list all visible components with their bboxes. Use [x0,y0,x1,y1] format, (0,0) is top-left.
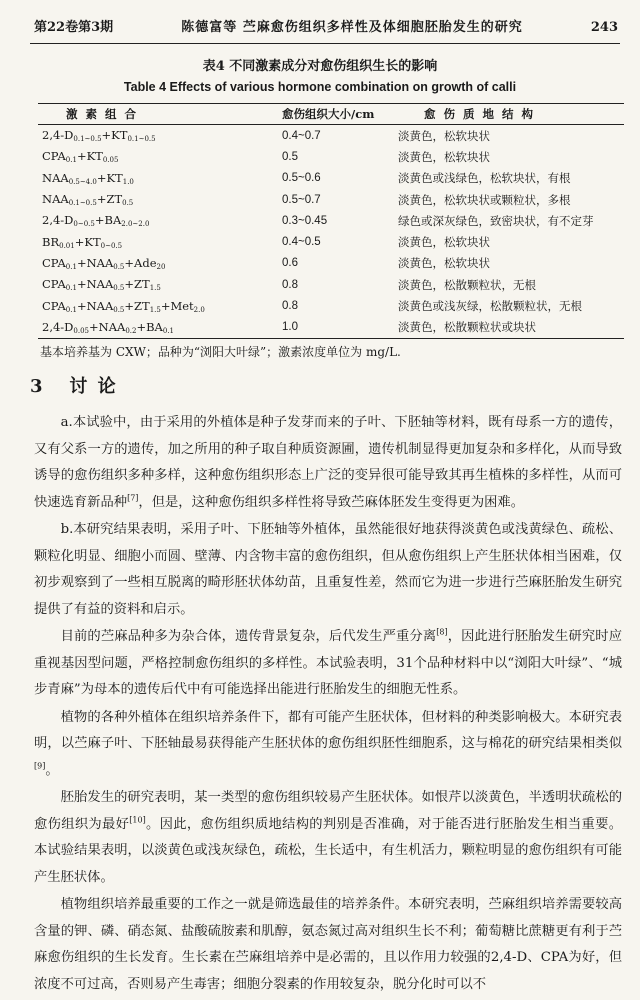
cell-hormone: $BR_{0.01}+KT_{0\sim 0.5}$ [42,234,123,250]
table-row [38,295,624,316]
cell-size: 0.8 [282,300,298,313]
cell-hormone: $2,4-D_{0.1\sim 0.5}+KT_{0.1\sim 0.5}$ [42,128,156,144]
table-caption-cn: 表4 不同激素成分对愈伤组织生长的影响 [202,59,438,74]
table-row [38,146,624,167]
table-row [38,253,624,274]
journal-issue: 第22卷第3期 [34,20,114,35]
cell-texture: 淡黄色，松软块状 [398,256,490,271]
cell-size: 0.5 [282,150,298,163]
table-row [38,274,624,295]
cell-hormone: $2,4-D_{0.05}+NAA_{0.2}+BA_{0.1}$ [38,317,278,339]
paragraph-explant: 植物的各种外植体在组织培养条件下，都有可能产生胚状体，但材料的种类影响极大。本研究表明，以苎麻子叶、下胚轴最易获得能产生胚状体的愈伤组织胚性细胞系，这与棉花的研究结果相类似[9]。 [34,709,622,778]
cell-texture: 淡黄色，松软块状 [398,235,490,250]
cell-texture: 淡黄色，松软块状 [398,149,490,164]
table-row [38,189,624,210]
discussion-body [34,410,622,998]
cell-texture: 淡黄色或浅灰绿，松散颗粒状，无根 [398,299,582,314]
cell-texture: 绿色或深灰绿色，致密块状，有不定芽 [398,213,594,228]
page-number: 243 [590,20,618,35]
cell-size: 0.8 [282,278,298,291]
paragraph-b: b.本研究结果表明，采用子叶、下胚轴等外植体，虽然能很好地获得淡黄色或浅黄绿色、疏松、颗粒化明显、细胞小而圆、壁薄、内含物丰富的愈伤组织，但从愈伤组织上产生胚状体相当困难，仅初步观察到了一些相互脱离的畸形胚状体幼苗，且重复性差，然而它为进一步进行苎麻胚胎发生研究提供了有益的资料和启示。 [34,522,622,617]
table-row [38,317,624,339]
cell-hormone: $CPA_{0.1}+NAA_{0.5}+ZT_{1.5}+Met_{2.0}$ [42,298,205,314]
col-header-size: 愈伤组织大小/cm [278,104,394,125]
cell-texture: 淡黄色，松散颗粒状或块状 [394,317,624,339]
running-title: 陈德富等 苎麻愈伤组织多样性及体细胞胚胎发生的研究 [181,20,523,35]
cell-texture: 淡黄色，松散颗粒状，无根 [398,277,536,292]
running-header [34,16,618,42]
table-row [38,231,624,252]
section-title: 讨 论 [69,376,118,397]
table-row [38,210,624,231]
citation-ref[interactable]: [8] [436,627,448,637]
cell-size: 0.4~0.7 [282,129,321,142]
section-number: 3 [30,376,45,397]
cell-hormone: $NAA_{0.1\sim 0.5}+ZT_{0.5}$ [42,192,134,208]
citation-ref[interactable]: [7] [127,493,139,503]
cell-size: 0.6 [282,257,298,270]
citation-ref[interactable]: [10] [129,815,146,825]
cell-texture: 淡黄色，松软块状或颗粒状，多根 [398,192,571,207]
col-header-texture: 愈伤质地结构 [394,104,624,125]
table-note: 基本培养基为 CXW；品种为“浏阳大叶绿”；激素浓度单位为 mg/L. [40,345,401,359]
header-rule [30,43,620,44]
cell-texture: 淡黄色或浅绿色，松软块状，有根 [398,171,571,186]
table-row [38,168,624,189]
hormone-effects-table [38,103,624,339]
paragraph-culture-conditions: 植物组织培养最重要的工作之一就是筛选最佳的培养条件。本研究表明，苎麻组织培养需要较高含量的钾、磷、硝态氮、盐酸硫胺素和肌醇，氨态氮过高对组织生长不利；葡萄糖比蔗糖更有利于苎麻愈伤组织的生长发育。生长素在苎麻组培养中是必需的，且以作用力较强的2,4-D、CPA为好，但浓度不可过高，否则易产生毒害；细胞分裂素的作用较复杂，脱分化时可以不 [34,897,622,992]
cell-size: 0.4~0.5 [282,236,321,249]
paragraph-callus-type: 胚胎发生的研究表明，某一类型的愈伤组织较易产生胚状体。如恨芹以淡黄色，半透明状疏松的愈伤组织为最好[10]。因此，愈伤组织质地结构的判别是否准确，对于能否进行胚胎发生相当重要。本试验结果表明，以淡黄色或浅灰绿色，疏松，生长适中，有生机活力，颗粒明显的愈伤组织有可能产生胚状体。 [34,790,623,885]
section-heading [30,372,118,398]
cell-hormone: $NAA_{0.5\sim 4.0}+KT_{1.0}$ [42,170,134,186]
cell-hormone: $CPA_{0.1}+KT_{0.05}$ [42,149,119,165]
paragraph-a: a.本试验中，由于采用的外植体是种子发芽而来的子叶、下胚轴等材料，既有母系一方的遗传，又有父系一方的遗传，加之所用的种子取自种质资源圃，遗传机制显得更加复杂和多样化，从而导致诱导的愈伤组织多种多样，这种愈伤组织形态上广泛的变异很可能导致其再生植株的多样性，从而可快速选育新品种[7]，但是，这种愈伤组织多样性将导致苎麻体胚发生变得更为困难。 [34,415,622,510]
cell-hormone: $CPA_{0.1}+NAA_{0.5}+ZT_{1.5}$ [42,277,161,293]
paragraph-genotype: 目前的苎麻品种多为杂合体，遗传背景复杂，后代发生严重分离[8]，因此进行胚胎发生研究时应重视基因型问题，严格控制愈伤组织的多样性。本试验表明，31个品种材料中以“浏阳大叶绿”、“城步青麻”为母本的遗传后代中有可能选择出能进行胚胎发生的细胞无性系。 [34,627,623,697]
cell-texture: 淡黄色，松软块状 [398,128,490,143]
table-header-row [38,104,624,125]
cell-size: 1.0 [278,317,394,339]
cell-size: 0.5~0.7 [282,193,321,206]
citation-ref[interactable]: [9] [34,761,46,771]
col-header-hormone: 激素组合 [38,104,278,125]
cell-size: 0.5~0.6 [282,172,321,185]
table-row [38,125,624,147]
cell-hormone: $2,4-D_{0\sim 0.5}+BA_{2.0\sim 2.0}$ [42,213,150,229]
cell-size: 0.3~0.45 [282,214,328,227]
cell-hormone: $CPA_{0.1}+NAA_{0.5}+Ade_{20}$ [42,255,166,271]
table-caption-en: Table 4 Effects of various hormone combination on growth of calli [123,80,517,94]
